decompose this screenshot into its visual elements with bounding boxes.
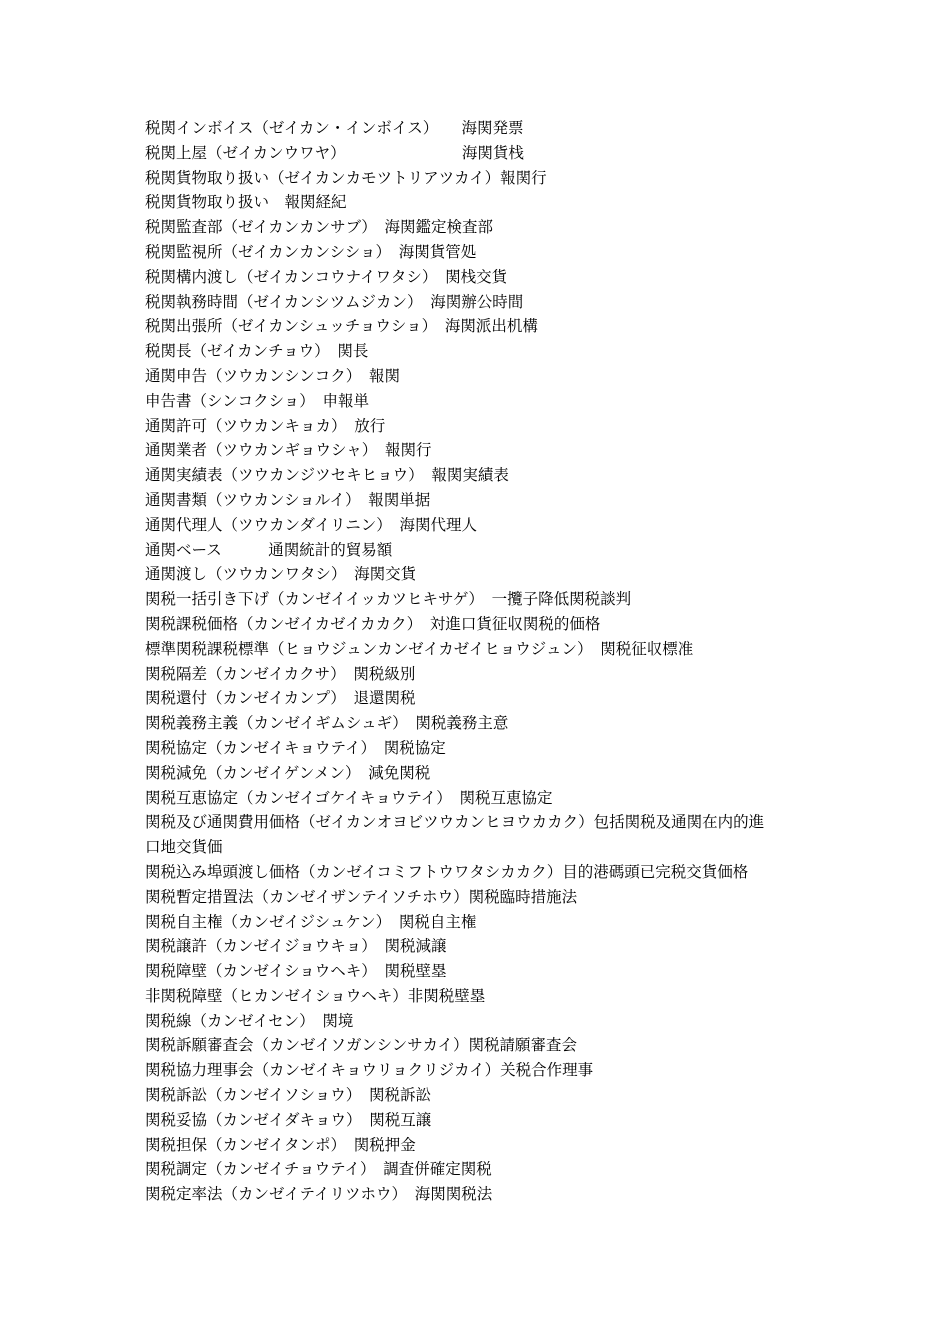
glossary-entry: 関税協力理事会（カンゼイキョウリョクリジカイ）关税合作理事 [145,1061,594,1080]
glossary-entry: 通関許可（ツウカンキョカ） 放行 [145,416,386,435]
glossary-entry: 関税訴願審査会（カンゼイソガンシンサカイ）関税請願審査会 [145,1036,577,1055]
glossary-entry: 関税義務主義（カンゼイギムシュギ） 関税義務主意 [145,714,509,733]
glossary-entry: 通関渡し（ツウカンワタシ） 海関交貨 [145,565,417,584]
glossary-entry: 関税線（カンゼイセン） 関境 [145,1011,354,1030]
glossary-entry: 関税定率法（カンゼイテイリツホウ） 海関関税法 [145,1185,493,1204]
glossary-entry: 税関構内渡し（ゼイカンコウナイワタシ） 関栈交貨 [145,267,508,286]
glossary-entry: 関税調定（カンゼイチョウテイ） 調査併確定関税 [145,1160,492,1179]
glossary-entry: 関税自主権（カンゼイジシュケン） 関税自主権 [145,912,477,931]
glossary-entry: 通関実績表（ツウカンジツセキヒョウ） 報関実績表 [145,466,509,485]
glossary-entry: 通関代理人（ツウカンダイリニン） 海関代理人 [145,515,478,534]
glossary-entry: 税関出張所（ゼイカンシュッチョウショ） 海関派出机構 [145,317,538,336]
glossary-entry: 関税妥協（カンゼイダキョウ） 関税互譲 [145,1110,432,1129]
glossary-entry: 関税隔差（カンゼイカクサ） 関税級別 [145,664,416,683]
glossary-entry-continuation: 口地交貨価 [145,838,223,857]
glossary-entry: 非関税障壁（ヒカンゼイショウヘキ）非関税壁塁 [145,986,486,1005]
glossary-entry: 関税互恵協定（カンゼイゴケイキョウテイ） 関税互恵協定 [145,788,553,807]
glossary-entry: 通関申告（ツウカンシンコク） 報関 [145,366,400,385]
glossary-entry: 通関業者（ツウカンギョウシャ） 報関行 [145,441,432,460]
glossary-entry: 関税暫定措置法（カンゼイザンテイソチホウ）関税臨時措施法 [145,887,578,906]
glossary-entry: 関税障壁（カンゼイショウヘキ） 関税壁塁 [145,962,447,981]
glossary-entry: 関税減免（カンゼイゲンメン） 減免関税 [145,763,431,782]
glossary-entry: 関税譲許（カンゼイジョウキョ） 関税減譲 [145,937,447,956]
glossary-entry: 税関貨物取り扱い（ゼイカンカモツトリアツカイ）報関行 [145,168,547,187]
glossary-entry: 税関上屋（ゼイカンウワヤ） 海関貨栈 [145,143,524,162]
glossary-page [145,116,825,1207]
glossary-entry: 関税及び通関費用価格（ゼイカンオヨビツウカンヒヨウカカク）包括関税及通関在内的進 [145,813,765,832]
glossary-entry: 関税還付（カンゼイカンプ） 退還関税 [145,689,416,708]
glossary-entry: 通関ベース 通関統計的貿易額 [145,540,393,559]
glossary-entry: 関税訴訟（カンゼイソショウ） 関税訴訟 [145,1086,431,1105]
glossary-entry: 関税協定（カンゼイキョウテイ） 関税協定 [145,738,446,757]
glossary-entry: 通関書類（ツウカンショルイ） 報関単据 [145,490,431,509]
glossary-entry: 税関貨物取り扱い 報関経紀 [145,193,347,212]
glossary-entry: 関税課税価格（カンゼイカゼイカカク） 対進口貨征収関税的価格 [145,614,601,633]
glossary-entry: 税関長（ゼイカンチョウ） 関長 [145,342,369,361]
glossary-entry: 税関執務時間（ゼイカンシツムジカン） 海関辦公時間 [145,292,524,311]
glossary-entry: 関税一括引き下げ（カンゼイイッカツヒキサゲ） 一攬子降低関税談判 [145,590,632,609]
glossary-entry: 標準関税課税標準（ヒョウジュンカンゼイカゼイヒョウジュン） 関税征収標准 [145,639,694,658]
glossary-entry: 関税込み埠頭渡し価格（カンゼイコミフトウワタシカカク）目的港碼頭已完税交貨価格 [145,862,749,881]
glossary-entry: 税関インボイス（ゼイカン・インボイス） 海関発票 [145,119,524,137]
glossary-entry: 税関監査部（ゼイカンカンサブ） 海関鑑定検査部 [145,218,493,237]
glossary-entry: 関税担保（カンゼイタンポ） 関税押金 [145,1135,416,1154]
glossary-entry: 申告書（シンコクショ） 申報単 [145,391,370,410]
glossary-entry: 税関監視所（ゼイカンカンシショ） 海関貨管処 [145,242,477,261]
